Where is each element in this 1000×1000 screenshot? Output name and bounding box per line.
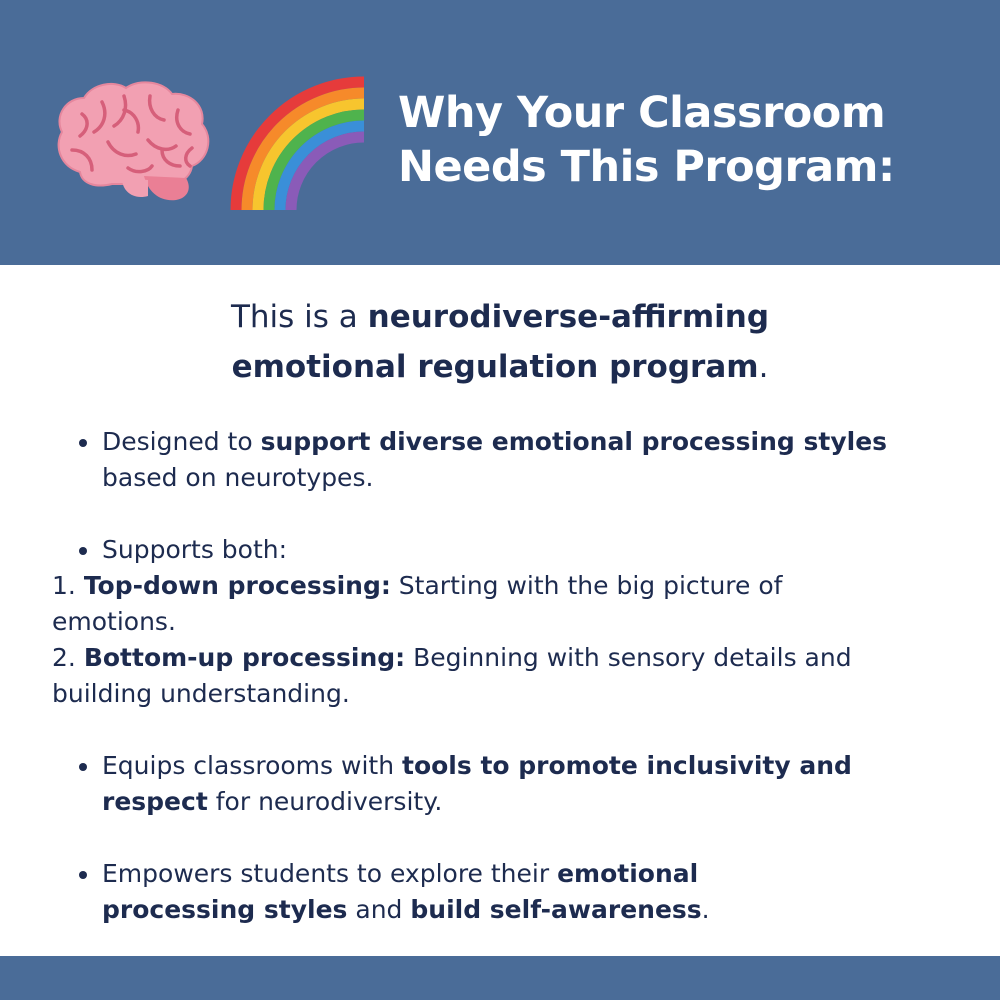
intro-bold-1: neurodiverse-affirming: [367, 299, 770, 335]
footer-banner: [0, 956, 1000, 1000]
bullet-4-text-mid: and: [347, 895, 411, 924]
bullet-4-bold-1: emotional: [557, 859, 699, 888]
list-item: [52, 532, 972, 568]
bullet-1-text: Designed to: [102, 427, 261, 456]
bullet-3-bold-1: tools to promote inclusivity and: [402, 751, 852, 780]
intro-suffix: .: [758, 349, 769, 385]
bullet-3-text: Equips classrooms with: [102, 751, 402, 780]
header-banner: [0, 0, 1000, 265]
bullet-4-bold-2: processing styles: [102, 895, 348, 924]
bullet-1-bold: support diverse emotional processing styles: [260, 427, 888, 456]
numbered-item-2-bold: Bottom-up processing:: [83, 643, 406, 672]
bullet-4-text-end: .: [701, 895, 710, 924]
rainbow-icon: [226, 72, 368, 212]
bullet-1-text-end: based on neurotypes.: [102, 463, 374, 492]
numbered-item-1: [52, 568, 972, 640]
numbered-item-1-text: Starting with the big picture of: [390, 571, 783, 600]
benefits-list: [52, 424, 972, 928]
page-title: [398, 86, 988, 194]
numbered-item-2-number: 2.: [52, 643, 84, 672]
list-item: [52, 748, 972, 820]
title-line-2: Needs This Program:: [398, 142, 895, 192]
bullet-3-text-end: for neurodiversity.: [207, 787, 443, 816]
intro-prefix: This is a: [230, 299, 368, 335]
intro-bold-2: emotional regulation program: [231, 349, 759, 385]
title-line-1: Why Your Classroom: [398, 88, 886, 138]
bullet-3-bold-2: respect: [102, 787, 208, 816]
numbered-item-1-number: 1.: [52, 571, 84, 600]
bullet-2-text: Supports both:: [102, 535, 288, 564]
bullet-4-bold-3: build self-awareness: [410, 895, 702, 924]
list-item: [52, 424, 972, 496]
numbered-item-2-text: Beginning with sensory details and: [405, 643, 852, 672]
numbered-item-2: [52, 640, 972, 712]
numbered-item-1-text-end: emotions.: [52, 607, 176, 636]
numbered-item-2-text-end: building understanding.: [52, 679, 350, 708]
numbered-item-1-bold: Top-down processing:: [83, 571, 391, 600]
bullet-4-text: Empowers students to explore their: [102, 859, 558, 888]
list-item: [52, 856, 972, 928]
brain-icon: [52, 80, 214, 206]
intro-statement: [0, 292, 1000, 392]
